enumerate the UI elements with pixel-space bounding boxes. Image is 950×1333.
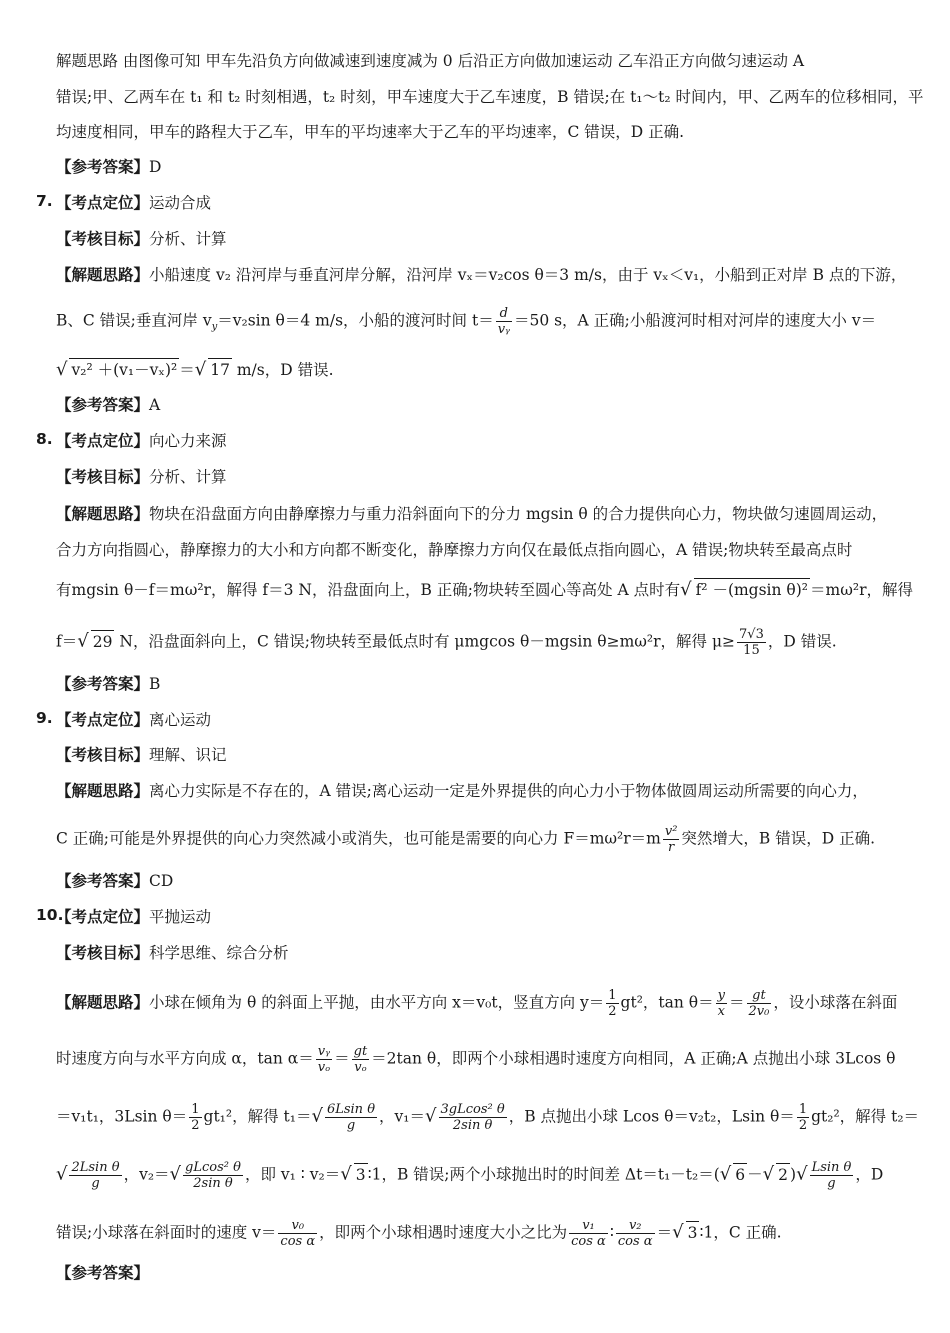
q8-text-3a: 有mgsin θ－f＝mω²r，解得 f＝3 N，沿盘面向上，B 正确;物块转至圆心等高处 A 点时有	[56, 581, 681, 599]
q8-sqrt-expr: f² －(mgsin θ)²	[694, 578, 810, 601]
fraction-sqrt-2L: $\frac{\text{2Lsin θ}}{g}$	[71, 1160, 120, 1191]
jieti-label: 【解题思路】	[56, 266, 150, 284]
fraction-d-vy: $\frac{d}{\text{vᵧ}}$	[497, 306, 510, 337]
kaodian-value: 平抛运动	[149, 908, 212, 926]
answer-label: 【参考答案】	[56, 1264, 150, 1282]
q7-text-3: m/s，D 错误.	[231, 361, 334, 379]
kaodian-value: 运动合成	[149, 194, 212, 212]
fraction-gt-2v0: $\frac{gt}{\text{2v₀}}$	[748, 988, 770, 1019]
fraction-1-2: $\frac{1}{2}$	[798, 1102, 808, 1133]
question-number-10: 10.	[36, 906, 64, 924]
q10-kaohe	[56, 942, 910, 964]
fraction-v1-cosa: $\frac{\text{v₁}}{\text{cos α}}$	[571, 1218, 606, 1249]
fraction-vy-vo: $\frac{\text{vᵧ}}{\text{vₒ}}$	[317, 1044, 331, 1075]
kaohe-value: 分析、计算	[149, 468, 227, 486]
question-number-8: 8.	[36, 430, 53, 448]
q10-line-4: √ $\frac{\text{2Lsin θ}}{g}$ ，v₂＝√ $\frac{\text{gLcos² θ}}{\text{2sin θ}}$ ，即 v₁ ∶ v₂＝√ 3 ∶1，B 错误;两个小球抛出时的时间差 Δt＝t₁－t₂＝(√ 6 －√ 2 )√ $\frac{\text{Lsin θ}}{g}$ ，D	[56, 1160, 884, 1191]
kaodian-label: 【考点定位】	[56, 908, 150, 926]
q10-text-1a: 小球在倾角为 θ 的斜面上平抛，由水平方向 x＝v₀t，竖直方向 y＝	[149, 993, 605, 1012]
q6-line-1: 解题思路 由图像可知 甲车先沿负方向做减速到速度减为 0 后沿正方向做加速运动 乙车沿正方向做匀速运动 A	[56, 52, 805, 70]
answer-label: 【参考答案】	[56, 396, 150, 414]
fraction-v2-r: $\frac{\text{v²}}{r}$	[664, 824, 678, 855]
kaohe-label: 【考核目标】	[56, 230, 150, 248]
q7-line-2: B、C 错误;垂直河岸 $v_y=v_2\sin$ θ＝4 m/s，小船的渡河时间 t＝ $\frac{d}{\text{vᵧ}}$ ＝50 s，A 正确;小船渡河时相对河岸的速度大小 v＝	[56, 306, 877, 337]
kaodian-label: 【考点定位】	[56, 711, 150, 729]
kaohe-value: 分析、计算	[149, 230, 227, 248]
q10-text-2a: 时速度方向与水平方向成 α，tan α＝	[56, 1049, 314, 1068]
q8-text-4c: N，沿盘面斜向上，C 错误;物块转至最低点时有 μmgcos θ－mgsin θ≥mω²r，解得 μ≥	[114, 632, 736, 651]
answer-value: B	[149, 675, 161, 693]
q7-kaodian	[56, 192, 910, 214]
q7-text-2c: ＝50 s，A 正确;小船渡河时相对河岸的速度大小 v＝	[513, 311, 877, 330]
q10-text-4d: ∶1，B 错误;两个小球抛出时的时间差 Δt＝t₁－t₂＝(	[367, 1165, 720, 1184]
q8-sqrt-29: 29	[91, 630, 115, 653]
kaohe-value: 科学思维、综合分析	[149, 944, 289, 962]
q6-answer	[56, 156, 910, 178]
jieti-label: 【解题思路】	[56, 993, 150, 1012]
q6-line-2: 错误;甲、乙两车在 t₁ 和 t₂ 时刻相遇，t₂ 时刻，甲车速度大于乙车速度，B 错误;在 t₁～t₂ 时间内，甲、乙两车的位移相同，平	[56, 88, 924, 106]
q10-kaodian	[56, 906, 910, 928]
q10-line-3: ＝v₁t₁，3Lsin θ＝ $\frac{1}{2}$ gt₁²，解得 t₁＝√ $\frac{\text{6Lsin θ}}{g}$ ，v₁＝√ $\frac{\text{3gLcos² θ}}{\text{2sin θ}}$ ，B 点抛出小球 Lcos θ＝v₂t₂，Lsin θ＝ $\frac{1}{2}$ gt₂²，解得 t₂＝	[56, 1102, 920, 1133]
q8-line-2: 合力方向指圆心，静摩擦力的大小和方向都不断变化，静摩擦力方向仅在最低点指向圆心，A 错误;物块转至最高点时	[56, 541, 853, 559]
answer-value: A	[149, 396, 161, 414]
fraction-v2-cosa: $\frac{\text{v₂}}{\text{cos α}}$	[617, 1218, 653, 1249]
fraction-sqrt-gL: $\frac{\text{gLcos² θ}}{\text{2sin θ}}$	[185, 1160, 241, 1191]
answer-label: 【参考答案】	[56, 158, 150, 176]
q7-sqrt-expr: v₂² ＋(v₁－vₓ)²	[69, 358, 179, 381]
q9-line-2	[56, 824, 910, 855]
kaodian-label: 【考点定位】	[56, 194, 150, 212]
q10-line-1: 【解题思路】小球在倾角为 θ 的斜面上平抛，由水平方向 x＝v₀t，竖直方向 y＝ $\frac{1}{2}$ gt²，tan θ＝ $\frac{y}{x}$ ＝ $\frac{gt}{\text{2v₀}}$ ，设小球落在斜面	[56, 988, 898, 1019]
fraction-v0-cosa: $\frac{\text{v₀}}{\text{cos α}}$	[280, 1218, 316, 1249]
q8-kaodian	[56, 430, 910, 452]
q9-kaohe	[56, 744, 910, 766]
fraction-1-2: $\frac{1}{2}$	[608, 988, 617, 1019]
q8-kaohe	[56, 466, 910, 488]
kaodian-label: 【考点定位】	[56, 432, 150, 450]
q8-text-3c: ＝mω²r，解得	[810, 581, 913, 599]
q7-text-2a: B、C 错误;垂直河岸 v	[56, 311, 212, 330]
fraction-sqrt-6L: $\frac{\text{6Lsin θ}}{g}$	[326, 1102, 376, 1133]
q7-line-1	[56, 264, 910, 286]
kaohe-label: 【考核目标】	[56, 944, 150, 962]
q9-text-1: 离心力实际是不存在的，A 错误;离心运动一定是外界提供的向心力小于物体做圆周运动所需要的向心力，	[149, 782, 868, 800]
q7-text-2b: ＝v₂sin θ＝4 m/s，小船的渡河时间 t＝	[217, 311, 494, 330]
fraction-gt-vo: $\frac{gt}{\text{vₒ}}$	[353, 1044, 368, 1075]
q9-text-2b: 突然增大，B 错误，D 正确.	[681, 829, 876, 848]
fraction-sqrt-L: $\frac{\text{Lsin θ}}{g}$	[811, 1160, 852, 1191]
q10-text-2c: ＝2tan θ，即两个小球相遇时速度方向相同，A 正确;A 点抛出小球 3Lcos θ	[371, 1049, 896, 1068]
q9-answer	[56, 870, 910, 892]
q10-line-2: 时速度方向与水平方向成 α，tan α＝ $\frac{\text{vᵧ}}{\text{vₒ}}$ ＝ $\frac{gt}{\text{vₒ}}$ ＝2tan θ，即两个小球相遇时速度方向相同，A 正确;A 点抛出小球 3Lcos θ	[56, 1044, 896, 1075]
question-number-7: 7.	[36, 192, 53, 210]
question-number-9: 9.	[36, 709, 53, 727]
q7-text-1: 小船速度 v₂ 沿河岸与垂直河岸分解，沿河岸 vₓ＝v₂cos θ＝3 m/s，由于 vₓ＜v₁，小船到正对岸 B 点的下游，	[149, 266, 907, 284]
answer-value: D	[149, 158, 162, 176]
jieti-label: 【解题思路】	[56, 782, 150, 800]
q9-kaodian	[56, 709, 910, 731]
fraction-7sqrt3-15: $\frac{7√3}{15}$	[739, 627, 764, 658]
q10-answer	[56, 1262, 910, 1284]
fraction-sqrt-3gL: $\frac{\text{3gLcos² θ}}{\text{2sin θ}}$	[440, 1102, 505, 1133]
jieti-label: 【解题思路】	[56, 505, 150, 523]
q10-text-5b: ，即两个小球相遇时速度大小之比为	[319, 1223, 568, 1242]
q7-kaohe	[56, 228, 910, 250]
kaohe-label: 【考核目标】	[56, 746, 150, 764]
kaodian-value: 离心运动	[149, 711, 212, 729]
q10-text-3d: ，B 点抛出小球 Lcos θ＝v₂t₂，Lsin θ＝	[508, 1107, 795, 1126]
answer-label: 【参考答案】	[56, 675, 150, 693]
kaodian-value: 向心力来源	[149, 432, 227, 450]
q9-text-2a: C 正确;可能是外界提供的向心力突然减小或消失，也可能是需要的向心力 F＝mω²r＝m	[56, 829, 661, 848]
q8-text-1: 物块在沿盘面方向由静摩擦力与重力沿斜面向下的分力 mgsin θ 的合力提供向心力，物块做匀速圆周运动，	[149, 505, 888, 523]
kaohe-value: 理解、识记	[149, 746, 227, 764]
answer-value: CD	[149, 872, 174, 890]
answer-label: 【参考答案】	[56, 872, 150, 890]
q7-answer	[56, 394, 910, 416]
kaohe-label: 【考核目标】	[56, 468, 150, 486]
q8-line-4: f＝√ 29 N，沿盘面斜向上，C 错误;物块转至最低点时有 μmgcos θ－mgsin θ≥mω²r，解得 μ≥ $\frac{7√3}{15}$ ，D 错误.	[56, 627, 837, 658]
q8-line-3: 有mgsin θ－f＝mω²r，解得 f＝3 N，沿盘面向上，B 正确;物块转至圆心等高处 A 点时有√ f² －(mgsin θ)² ＝mω²r，解得	[56, 579, 913, 600]
q7-sqrt-17: 17	[208, 358, 232, 381]
q7-line-3: √ v₂² ＋(v₁－vₓ)² ＝√ 17 m/s，D 错误.	[56, 359, 334, 380]
q10-line-5: 错误;小球落在斜面时的速度 v＝ $\frac{\text{v₀}}{\text{cos α}}$ ，即两个小球相遇时速度大小之比为 $\frac{\text{v₁}}{\text{cos α}}$ ∶ $\frac{\text{v₂}}{\text{cos α}}$ ＝√ 3 ∶1，C 正确.	[56, 1218, 782, 1249]
q9-line-1	[56, 780, 910, 802]
fraction-1-2: $\frac{1}{2}$	[191, 1102, 200, 1133]
q8-line-1	[56, 503, 910, 525]
fraction-y-x: $\frac{y}{x}$	[717, 988, 725, 1019]
q8-answer	[56, 673, 910, 695]
q6-line-3: 均速度相同，甲车的路程大于乙车，甲车的平均速率大于乙车的平均速率，C 错误，D 正确.	[56, 123, 685, 141]
